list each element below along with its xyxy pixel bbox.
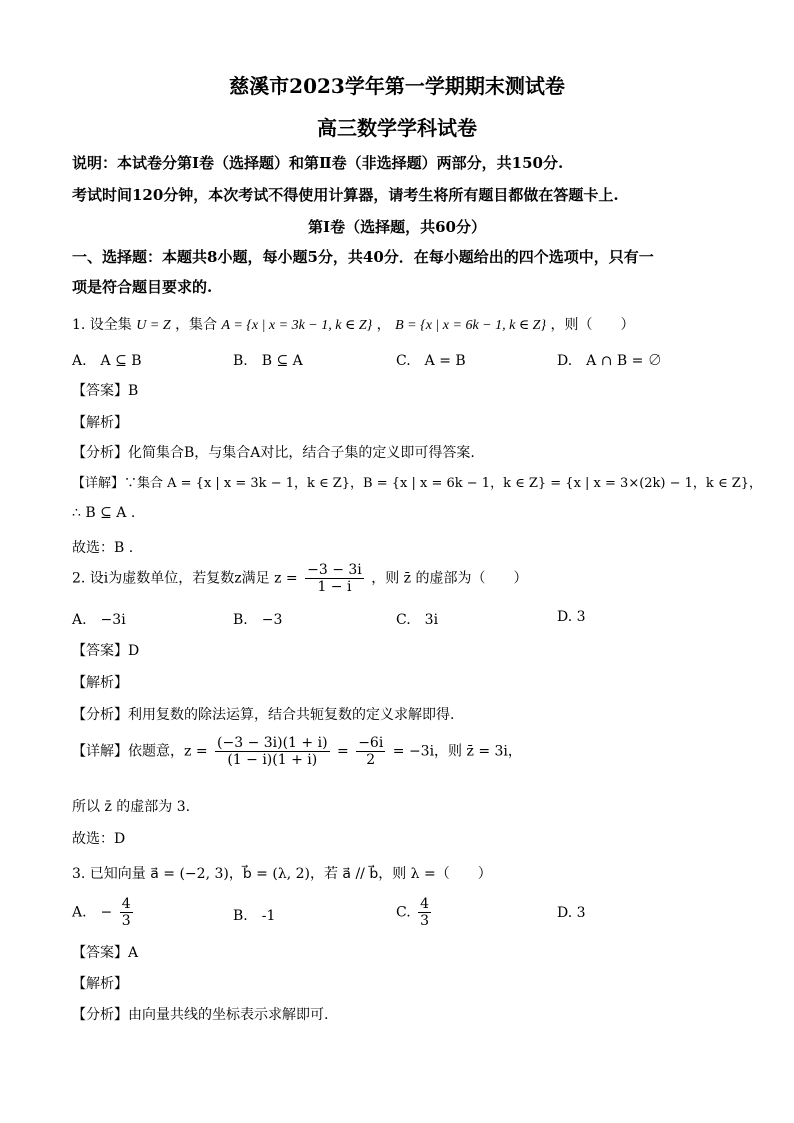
q3-option-d: D. 3 xyxy=(557,905,586,921)
q2-detail-b: = −3i，则 z̄ = 3i， xyxy=(392,743,522,760)
q1-stem-b: ，集合 xyxy=(175,317,218,333)
q3-stem: 3. 已知向量 a⃗ = (−2, 3)，b⃗ = (λ, 2)，若 a⃗ // b⃗，则 λ =（ ） xyxy=(72,866,492,882)
q2-choose: 故选：D xyxy=(72,831,126,847)
exam-title: 慈溪市2023学年第一学期期末测试卷 xyxy=(229,74,565,98)
q3-analysis: 【分析】由向量共线的坐标表示求解即可. xyxy=(72,1007,329,1023)
q1-option-d: D. A ∩ B = ∅ xyxy=(557,353,662,369)
exam-subtitle: 高三数学学科试卷 xyxy=(317,116,477,140)
q1-stem-a: 1. 设全集 xyxy=(72,317,132,333)
q3-option-a-prefix: A. − xyxy=(72,904,113,921)
q1-option-b: B. B ⊆ A xyxy=(233,353,303,369)
q2-detail-fraction-1-den: (1 − i)(1 + i) xyxy=(227,752,318,768)
q1-option-c: C. A = B xyxy=(396,353,466,369)
q1-detail: 【详解】∵集合 A = {x | x = 3k − 1，k ∈ Z}，B = {x | x = 6k − 1，k ∈ Z} = {x | x = 3×(2k) − 1，k ∈ Z}， xyxy=(72,476,762,491)
q1-therefore: ∴ B ⊆ A . xyxy=(72,505,136,521)
q1-choose: 故选：B . xyxy=(72,540,134,556)
q1-stem xyxy=(72,314,635,334)
q2-stem-a: 2. 设i为虚数单位，若复数z满足 z = xyxy=(72,570,298,587)
section-instruction-2: 项是符合题目要求的. xyxy=(72,278,213,296)
q1-set-b: B = {x | x = 6k − 1, k ∈ Z} xyxy=(395,318,547,333)
q2-detail-fraction-1 xyxy=(215,735,330,768)
q2-jiexi: 【解析】 xyxy=(72,675,128,691)
q2-fraction-num: −3 − 3i xyxy=(307,562,362,578)
q1-answer: 【答案】B xyxy=(72,383,139,399)
q2-option-a: A. −3i xyxy=(72,612,126,628)
q2-fraction-den: 1 − i xyxy=(317,579,352,595)
q1-analysis: 【分析】化简集合B，与集合A对比，结合子集的定义即可得答案. xyxy=(72,445,475,461)
q3-option-b: B. -1 xyxy=(233,908,276,924)
q1-universal-set: U = Z xyxy=(136,318,171,333)
q2-answer: 【答案】D xyxy=(72,643,140,659)
q2-detail-fraction-2-den: 2 xyxy=(366,752,376,768)
q2-analysis: 【分析】利用复数的除法运算，结合共轭复数的定义求解即得. xyxy=(72,707,455,723)
q3-jiexi: 【解析】 xyxy=(72,976,128,992)
q3-option-c-prefix: C. xyxy=(396,904,411,921)
q2-stem-b: ，则 z̄ 的虚部为（ ） xyxy=(371,570,528,587)
q2-detail-fraction-1-num: (−3 − 3i)(1 + i) xyxy=(217,735,328,751)
q3-option-c xyxy=(396,896,434,929)
q3-option-a-num: 4 xyxy=(121,896,131,912)
q2-detail-eq: = xyxy=(337,743,349,760)
q3-answer: 【答案】A xyxy=(72,945,139,961)
q2-option-d: D. 3 xyxy=(557,609,586,625)
q3-option-c-fraction xyxy=(418,896,431,929)
q2-conclusion: 所以 z̄ 的虚部为 3. xyxy=(72,799,191,815)
q2-detail-fraction-2 xyxy=(356,735,385,768)
notes-line-1: 说明：本试卷分第Ⅰ卷（选择题）和第Ⅱ卷（非选择题）两部分，共150分. xyxy=(72,154,564,172)
q3-option-a-den: 3 xyxy=(121,913,131,929)
q1-stem-d: ，则（ ） xyxy=(550,317,635,333)
section-instruction-1: 一、选择题：本题共8小题，每小题5分，共40分．在每小题给出的四个选项中，只有一 xyxy=(72,248,654,266)
q3-option-a xyxy=(72,896,136,929)
q2-option-c: C. 3i xyxy=(396,612,439,628)
q2-fraction xyxy=(305,562,364,595)
q3-option-c-den: 3 xyxy=(420,913,430,929)
q2-detail xyxy=(72,735,522,768)
notes-line-2: 考试时间120分钟，本次考试不得使用计算器，请考生将所有题目都做在答题卡上. xyxy=(72,186,619,204)
q2-detail-fraction-2-num: −6i xyxy=(358,735,384,751)
q1-set-a: A = {x | x = 3k − 1, k ∈ Z} xyxy=(221,318,373,333)
q3-option-a-fraction xyxy=(120,896,133,929)
q2-stem xyxy=(72,562,528,595)
q3-option-c-num: 4 xyxy=(420,896,430,912)
section-title: 第Ⅰ卷（选择题，共60分） xyxy=(308,218,486,236)
q1-stem-c: ， xyxy=(376,317,391,333)
q1-option-a: A. A ⊆ B xyxy=(72,353,142,369)
q1-jiexi: 【解析】 xyxy=(72,415,128,431)
q2-option-b: B. −3 xyxy=(233,612,283,628)
q2-detail-a: 【详解】依题意，z = xyxy=(72,743,208,760)
